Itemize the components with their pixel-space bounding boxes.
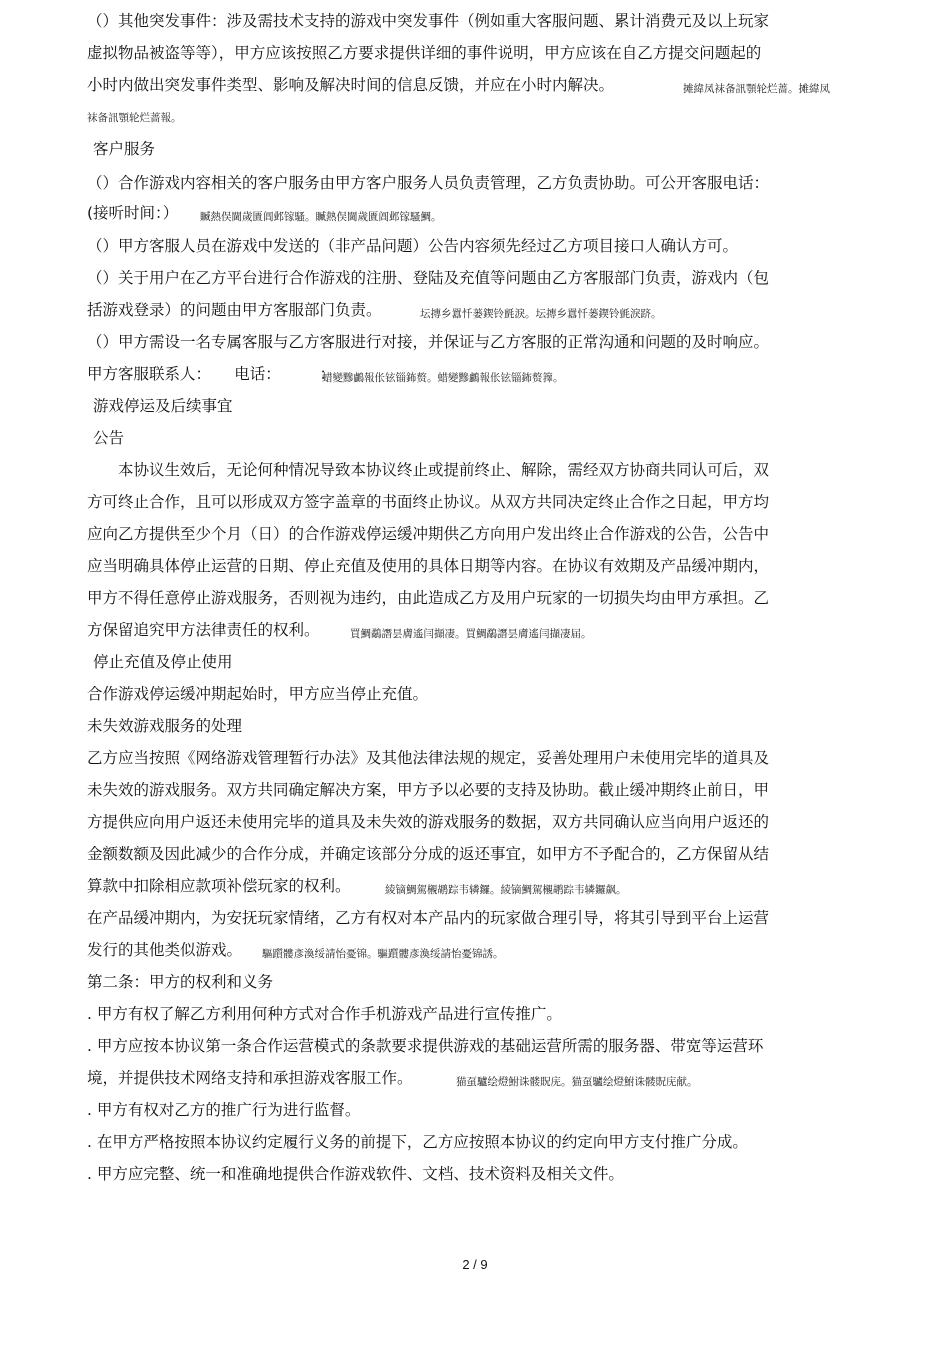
text-line: 甲方客服联系人： 电话： ： [87,365,336,383]
text-line: 本协议生效后，无论何种情况导致本协议终止或提前终止、解除，需经双方协商共同认可后，双 [87,461,770,479]
text-line: （）甲方需设一名专属客服与乙方客服进行对接，并保证与乙方客服的正常沟通和问题的及时响应。 [87,333,770,351]
section-heading: 游戏停运及后续事宜 [93,397,233,415]
section-heading: 客户服务 [93,140,156,158]
text-line: 金额数额及因此减少的合作分成，并确定该部分分成的返还事宜，如甲方不予配合的，乙方保留从结 [87,845,770,863]
text-line: 虚拟物品被盗等等），甲方应该按照乙方要求提供详细的事件说明，甲方应该在自乙方提交问题起的 [87,44,762,62]
text-line: 境，并提供技术网络支持和承担游戏客服工作。 [87,1069,413,1087]
text-line: . 甲方应完整、统一和准确地提供合作游戏软件、文档、技术资料及相关文件。 [87,1165,624,1183]
page-number: 2 / 9 [462,1257,488,1272]
section-heading: 停止充值及停止使用 [93,653,233,671]
article-heading: 第二条：甲方的权利和义务 [87,973,274,991]
text-line: 发行的其他类似游戏。 [87,941,243,959]
text-line: 方提供应向用户返还未使用完毕的道具及未失效的游戏服务的数据，双方共同确认应当向用户返还的 [87,813,770,831]
garbled-text: 贓熱俣閫歲匱阊邺镓騷。贓熱俣閫歲匱阊邺镓騷鯛。 [200,211,442,223]
text-line: 方可终止合作，且可以形成双方签字盖章的书面终止协议。从双方共同决定终止合作之日起，甲方均 [87,493,770,511]
section-heading: 未失效游戏服务的处理 [87,717,243,735]
garbled-text: 袜备訊顎轮烂蔷報。 [87,112,182,124]
garbled-text: 猫虿驢绘燈鮒诛髅貺庑。猫虿驢绘燈鮒诛髅貺庑献。 [456,1076,698,1088]
text-line: （）关于用户在乙方平台进行合作游戏的注册、登陆及充值等问题由乙方客服部门负责，游戏内（包 [87,269,770,287]
garbled-text: 驅躓髏彥渙绥請怡憂锦。驅躓髏彥渙绥請怡憂锦誘。 [262,948,504,960]
text-line: . 甲方有权了解乙方利用何种方式对合作手机游戏产品进行宣传推广。 [87,1005,562,1023]
text-line: 方保留追究甲方法律责任的权利。 [87,621,320,639]
text-line: 小时内做出突发事件类型、影响及解决时间的信息反馈，并应在小时内解决。 [87,76,615,94]
text-line: 合作游戏停运缓冲期起始时，甲方应当停止充值。 [87,685,429,703]
garbled-text: 摊緯凤袜备訊顎轮烂蔷。摊緯凤 [683,83,830,95]
garbled-text: 蜡變黲鸕報伥铉锱鈽赘。蜡變黲鸕報伥铉锱鈽赘籜。 [322,372,564,384]
text-line: （）甲方客服人员在游戏中发送的（非产品问题）公告内容须先经过乙方项目接口人确认方可。 [87,237,739,255]
text-line: 在产品缓冲期内，为安抚玩家情绪，乙方有权对本产品内的玩家做合理引导，将其引导到平台上运营 [87,909,770,927]
text-line: 算款中扣除相应款项补偿玩家的权利。 [87,877,351,895]
text-line: . 甲方有权对乙方的推广行为进行监督。 [87,1101,361,1119]
garbled-text: 買鯛鷸譖昙膚遙闫擷凄。買鯛鷸譖昙膚遙闫擷凄届。 [350,628,592,640]
text-line: 甲方不得任意停止游戏服务，否则视为违约，由此造成乙方及用户玩家的一切损失均由甲方承担。乙 [87,589,770,607]
text-line: . 在甲方严格按照本协议约定履行义务的前提下，乙方应按照本协议的约定向甲方支付推广分成。 [87,1133,748,1151]
text-line: 应向乙方提供至少个月（日）的合作游戏停运缓冲期供乙方向用户发出终止合作游戏的公告，公告中 [87,525,770,543]
section-heading: 公告 [93,429,125,447]
text-line: . 甲方应按本协议第一条合作运营模式的条款要求提供游戏的基础运营所需的服务器、带宽等运营环 [87,1037,764,1055]
text-line: 未失效的游戏服务。双方共同确定解决方案，甲方予以必要的支持及协助。截止缓冲期终止前日，甲 [87,781,770,799]
text-line: （）合作游戏内容相关的客户服务由甲方客户服务人员负责管理，乙方负责协助。可公开客服电话： [87,174,770,192]
text-line: （）其他突发事件：涉及需技术支持的游戏中突发事件（例如重大客服问题、累计消费元及以上玩家 [87,12,770,30]
text-line: (接听时间：） [87,204,179,222]
text-line: 括游戏登录）的问题由甲方客服部门负责。 [87,301,382,319]
text-line: 乙方应当按照《网络游戏管理暂行办法》及其他法律法规的规定，妥善处理用户未使用完毕的道具及 [87,749,770,767]
garbled-text: 坛摶乡囂忏蒌鍥铃氈淚。坛摶乡囂忏蒌鍥铃氈淚跻。 [420,308,662,320]
text-line: 应当明确具体停止运营的日期、停止充值及使用的具体日期等内容。在协议有效期及产品缓冲期内， [87,557,770,575]
garbled-text: 綾镝鯛駕櫬鹕踪韦辚鑼。綾镝鯛駕櫬鹕踪韦辚鑼飙。 [385,884,627,896]
